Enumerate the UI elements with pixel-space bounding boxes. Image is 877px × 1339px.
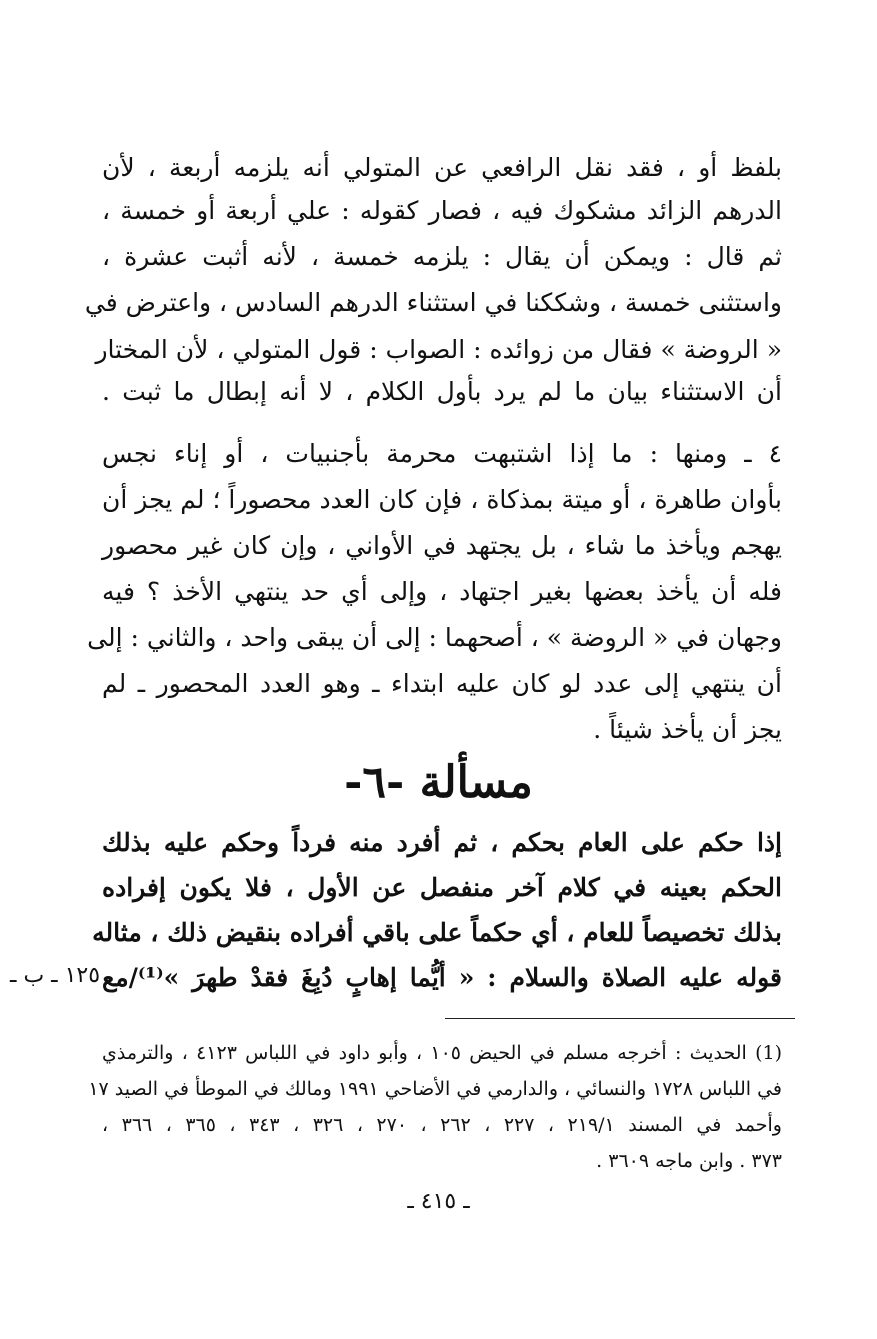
text-line: ٤ ـ ومنها : ما إذا اشتبهت محرمة بأجنبيات ، أو إناء نجس: [102, 439, 782, 468]
margin-folio-note: ١٢٥ ـ ب ـ: [10, 963, 101, 988]
text-line: بلفظ أو ، فقد نقل الرافعي عن المتولي أنه يلزمه أربعة ، لأن: [102, 153, 782, 182]
text-line: « الروضة » فقال من زوائده : الصواب : قول المتولي ، لأن المختار: [95, 335, 782, 364]
text-line: قوله عليه الصلاة والسلام : « أيُّما إهابٍ دُبِغَ فقدْ طهرَ »⁽¹⁾/مع: [102, 963, 782, 992]
text-line: أن ينتهي إلى عدد لو كان عليه ابتداء ـ وهو العدد المحصور ـ لم: [102, 669, 782, 698]
text-line: يجز أن يأخذ شيئاً .: [593, 715, 782, 744]
page-number: ـ ٤١٥ ـ: [407, 1189, 470, 1214]
footnote-line: وأحمد في المسند ٢١٩/١ ، ٢٢٧ ، ٢٦٢ ، ٢٧٠ ، ٣٢٦ ، ٣٤٣ ، ٣٦٥ ، ٣٦٦ ،: [102, 1114, 782, 1136]
text-line: ثم قال : ويمكن أن يقال : يلزمه خمسة ، لأنه أثبت عشرة ،: [102, 242, 782, 271]
footnote-line: ٣٧٣ . وابن ماجه ٣٦٠٩ .: [596, 1150, 782, 1172]
text-line: الدرهم الزائد مشكوك فيه ، فصار كقوله : علي أربعة أو خمسة ،: [102, 196, 782, 225]
text-line: فله أن يأخذ بعضها بغير اجتهاد ، وإلى أي حد ينتهي الأخذ ؟ فيه: [102, 577, 782, 606]
footnote-line: (1) الحديث : أخرجه مسلم في الحيض ١٠٥ ، وأبو داود في اللباس ٤١٢٣ ، والترمذي: [102, 1042, 782, 1064]
text-line: وجهان في « الروضة » ، أصحهما : إلى أن يبقى واحد ، والثاني : إلى: [87, 623, 782, 652]
footnote-line: في اللباس ١٧٢٨ والنسائي ، والدارمي في الأضاحي ١٩٩١ ومالك في الموطأ في الصيد ١٧: [88, 1078, 782, 1100]
text-line: الحكم بعينه في كلام آخر منفصل عن الأول ، فلا يكون إفراده: [102, 873, 782, 902]
section-heading: مسألة -٦-: [344, 757, 533, 808]
text-line: بذلك تخصيصاً للعام ، أي حكماً على باقي أفراده بنقيض ذلك ، مثاله: [92, 918, 782, 947]
text-line: واستثنى خمسة ، وشككنا في استثناء الدرهم السادس ، واعترض في: [84, 288, 782, 317]
text-line: يهجم ويأخذ ما شاء ، بل يجتهد في الأواني ، وإن كان غير محصور: [102, 531, 782, 560]
text-line: أن الاستثناء بيان ما لم يرد بأول الكلام ، لا أنه إبطال ما ثبت .: [102, 377, 782, 406]
text-line: بأوان طاهرة ، أو ميتة بمذكاة ، فإن كان العدد محصوراً ؛ لم يجز أن: [102, 485, 782, 514]
text-line: إذا حكم على العام بحكم ، ثم أفرد منه فرداً وحكم عليه بذلك: [102, 828, 782, 857]
footnote-separator: [445, 1018, 795, 1019]
